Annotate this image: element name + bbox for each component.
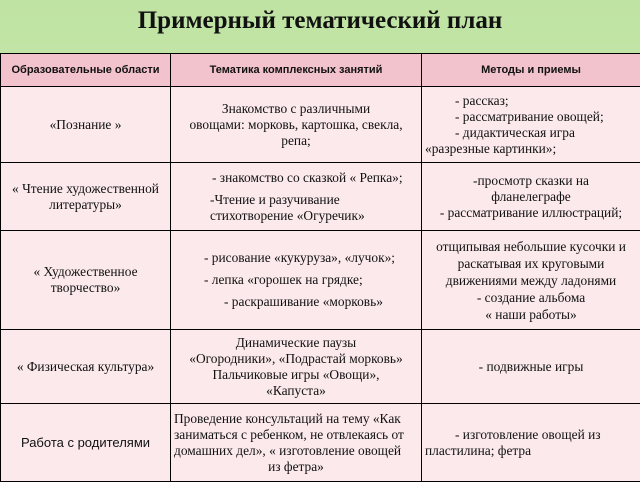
methods-cell: [422, 163, 640, 231]
topic-line: Динамические паузы: [174, 335, 418, 351]
topic-line: стихотворение «Огуречик»: [174, 208, 418, 224]
topic-line: - рисование «кукуруза», «лучок»;: [174, 250, 418, 266]
area-cell: « Физическая культура»: [1, 330, 171, 404]
page-title: Примерный тематический план: [0, 0, 640, 52]
topic-line: Пальчиковые игры «Овощи»,: [174, 367, 418, 383]
method-line: - создание альбома: [425, 289, 637, 306]
header-topics: Тематика комплексных занятий: [171, 54, 422, 87]
area-cell: Работа с родителями: [1, 404, 171, 482]
table-row: [1, 404, 640, 482]
method-line: - рассказ;: [425, 93, 637, 109]
header-methods: Методы и приемы: [422, 54, 640, 87]
header-areas: Образовательные области: [1, 54, 171, 87]
topic-line: - знакомство со сказкой « Репка»;: [174, 170, 418, 186]
topic-line: - лепка «горошек на грядке;: [174, 272, 418, 288]
topics-cell: [171, 231, 422, 330]
method-line: движениями между ладонями: [425, 272, 637, 289]
topic-line: Знакомство с различными: [174, 101, 418, 117]
topic-line: Проведение консультаций на тему «Как: [174, 411, 418, 427]
topic-line: заниматься с ребенком, не отвлекаясь от: [174, 427, 418, 443]
method-line: - рассматривание иллюстраций;: [425, 205, 637, 221]
topics-cell: [171, 163, 422, 231]
thematic-plan-table: [0, 53, 640, 482]
area-cell: «Познание »: [1, 87, 171, 163]
method-line: раскатывая их круговыми: [425, 255, 637, 272]
method-line: отщипывая небольшие кусочки и: [425, 238, 637, 255]
topic-line: «Капуста»: [174, 383, 418, 399]
method-line: « наши работы»: [425, 306, 637, 323]
method-line: фланелеграфе: [425, 189, 637, 205]
topic-line: - раскрашивание «морковь»: [174, 294, 418, 310]
topic-line: домашних дел», « изготовление овощей: [174, 443, 418, 459]
topic-line: из фетра»: [174, 459, 418, 475]
methods-cell: [422, 87, 640, 163]
methods-cell: - подвижные игры: [422, 330, 640, 404]
method-line: - дидактическая игра: [425, 125, 637, 141]
method-line: - рассматривание овощей;: [425, 109, 637, 125]
method-line: - изготовление овощей из: [425, 427, 637, 443]
topics-cell: [171, 330, 422, 404]
method-line: -просмотр сказки на: [425, 173, 637, 189]
table-row: [1, 163, 640, 231]
table-row: [1, 87, 640, 163]
area-cell: « Художественное творчество»: [1, 231, 171, 330]
method-line: пластилина; фетра: [425, 443, 637, 459]
table-row: [1, 231, 640, 330]
area-cell: « Чтение художественной литературы»: [1, 163, 171, 231]
methods-cell: [422, 231, 640, 330]
table-header-row: [1, 54, 640, 87]
table-row: [1, 330, 640, 404]
topic-line: овощами: морковь, картошка, свекла,: [174, 117, 418, 133]
method-line: «разрезные картинки»;: [425, 141, 637, 157]
topics-cell: [171, 404, 422, 482]
topic-line: -Чтение и разучивание: [174, 192, 418, 208]
topics-cell: [171, 87, 422, 163]
topic-line: репа;: [174, 133, 418, 149]
topic-line: «Огородники», «Подрастай морковь»: [174, 351, 418, 367]
methods-cell: [422, 404, 640, 482]
